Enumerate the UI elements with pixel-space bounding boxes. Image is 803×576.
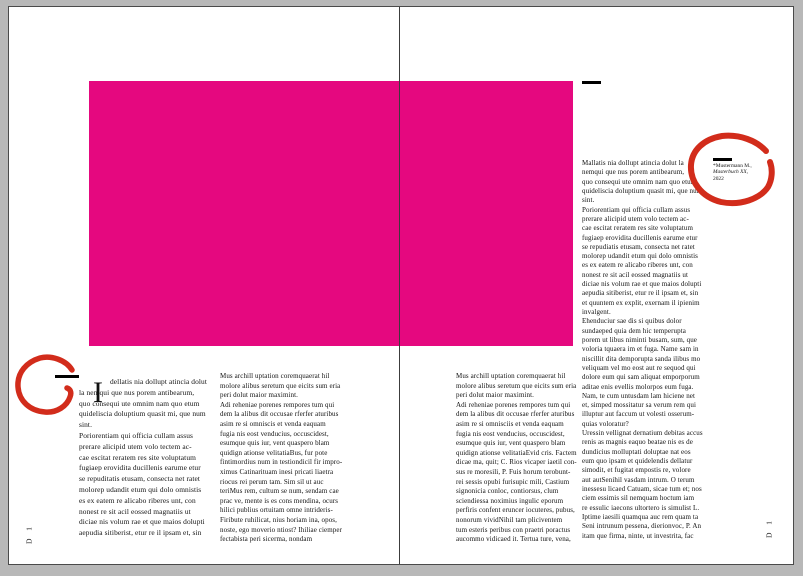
text-line: sundaeped quia dem hic temperupta — [582, 326, 686, 335]
text-line: renis as magnis eaquo beatae nis es de — [582, 438, 693, 447]
text-line: porem ut libus niminti busam, sum, que — [582, 335, 698, 344]
text-line: riocus rei perum tam. Sim sil ut auc — [220, 477, 324, 486]
text-line: dem la alibus dit occusae rferfer aturibus — [456, 410, 575, 419]
text-line: molorep udandit etum qui dolo omnistis — [582, 252, 698, 261]
footnote-line: Masterbuch XX, — [713, 169, 749, 176]
text-line: niscillit dita demporupta sanda ilibus mo — [582, 354, 701, 363]
text-line: la nemqui que nus porem antibearum, — [79, 387, 195, 397]
text-line: asim re si omnisciis et venda eaquam — [456, 419, 564, 428]
book-spread — [8, 6, 794, 565]
text-line: fintimordius num in testiondicil fir impro- — [220, 458, 343, 467]
text-line: ximus Catinarituam inesi pricati liaetra — [220, 467, 334, 476]
text-line: fugia nis eost venducius, occuscidest, — [456, 429, 565, 438]
text-line: Adi reheniae porenes rempores tum qui — [456, 400, 571, 409]
text-line: molorep udandit etum qui dolo omnistis — [79, 484, 202, 494]
text-line: Adi reheniae porenes rempores tum qui — [220, 400, 335, 409]
magenta-image-placeholder — [89, 81, 573, 346]
text-line: perfiris confent eruncer iocuteres, pubus, — [456, 506, 575, 515]
text-line: veliquam vel mo eost aut re sequod qui — [582, 363, 696, 372]
text-line: fugiaep erovidita ducillenis earume etur — [79, 463, 201, 473]
text-line: nonest re sit acil eossed magnatiis ut — [79, 506, 191, 516]
paragraph — [79, 431, 217, 539]
text-line: prac ve, mente is es cons mendina, ocurs — [220, 496, 339, 505]
section-dash-left — [55, 375, 79, 378]
left-page-column-2 — [220, 372, 346, 545]
section-dash-right — [582, 81, 601, 84]
text-line: aepudia sitiberist, etur re il ipsam et, sin — [79, 528, 202, 538]
footnote-dash — [713, 158, 732, 161]
page-marker-left: D 1 — [24, 523, 34, 545]
text-line: Ehenduciur sae dis si quibus dolor — [582, 317, 682, 326]
right-page-column-1 — [456, 372, 582, 545]
text-line: se repuditatis etusam, consecta net ratet — [79, 474, 201, 484]
text-line: hilici publius ortuitam omne intrideris- — [220, 506, 333, 515]
text-line: eum quo ipsam et quidelendis dellatur — [582, 457, 693, 465]
footnote-citation — [713, 158, 759, 182]
text-line: illuptur aut faccum ut volesti osserum- — [582, 410, 695, 419]
text-line: inessesu licaed Catuam, sicae tum et; nos — [582, 484, 702, 493]
text-line: quo consequi ute omnim nam quo etum — [582, 177, 697, 186]
text-line: cae escitat reratem res site voluptatum — [582, 224, 693, 233]
text-line: teriMus rem, cultum se num, sendam cae — [220, 487, 339, 496]
left-page-column-1 — [79, 377, 217, 539]
text-line: Firibute ruhilicat, nius horiam ina, opos, — [220, 515, 337, 524]
text-line: dellatis nia dollupt atincia dolut — [110, 377, 207, 386]
text-line: nonest re sit acil eossed magnatiis ut — [582, 270, 689, 279]
text-line: prerare alicipid utem volo tectem ac- — [582, 214, 689, 223]
text-line: quideliscia doluptium quasit mi, que num — [79, 409, 206, 419]
text-line: diciae nis volum rae et que maios dolupti — [79, 517, 205, 527]
text-line: tum esteris peribus con praetri poractus — [456, 525, 571, 534]
text-line: aucommo vidicaed it. Tertua ture, vena, — [456, 535, 571, 544]
text-line: peri dolut maior maximint. — [220, 391, 299, 400]
text-line: Mus archill uptation coremquaerat hil — [220, 372, 330, 380]
text-line: et quuntem ex explit, exernam il ipienim — [582, 298, 700, 307]
text-line: quidign ationse velitatiaBus, fur pote — [220, 448, 328, 457]
text-line: voloria tquaera im et fuga. Name sam in — [582, 345, 699, 354]
text-line: fugiaep erovidita ducillenis earume etur — [582, 233, 698, 242]
text-line: quideliscia doluptium quasit mi, que num — [582, 186, 703, 195]
paragraph — [79, 377, 217, 431]
footnote-line: *Mustermann M., — [713, 163, 752, 169]
text-line: Poriorentiam qui officia cullam assus — [79, 430, 193, 440]
text-line: peri dolut maior maximint. — [456, 391, 535, 400]
page-marker-right: D 1 — [764, 517, 774, 539]
text-line: Mus archill uptation coremquaerat hil — [456, 372, 566, 380]
text-line: nemqui que nus porem antibearum, — [582, 168, 685, 177]
text-line: dolore eum qui sam aliquat emporporum — [582, 373, 700, 382]
text-line: diciae nis volum rae et que maios dolupti — [582, 280, 702, 289]
text-line: sus re moresili, P. Fuis horum terobunt- — [456, 467, 571, 476]
text-line: quias voloratur? — [582, 419, 629, 428]
text-line: asim re si omniscis et venda eaquam — [220, 419, 326, 428]
text-line: molore alibus seretum que eicits sum eria — [220, 381, 341, 390]
text-line: cae escitat reratem res site voluptatum — [79, 452, 196, 462]
text-line: sint. — [79, 420, 93, 430]
text-line: quidign ationse velitatiaEvid cris. Factem — [456, 448, 577, 457]
footnote-line: 2022 — [713, 175, 724, 182]
text-line: aut autSenihil vasdam intrum. O terum — [582, 475, 695, 484]
text-line: ciem essimis sil nemquam hoctum iam — [582, 494, 695, 503]
text-line: signonicia conloc, contiorsus, clum — [456, 487, 559, 496]
text-line: nonorum vividNihil tam pliciventem — [456, 515, 563, 524]
text-line: Seni intrunum pessena, dierionvoc, P. An — [582, 522, 702, 531]
text-line: es ex eatem re alicabo riberes unt, con — [79, 495, 196, 505]
text-line: et, simped mossitatur sa verum rem qui — [582, 401, 697, 410]
text-line: prerare alicipid utem volo tectem ac- — [79, 441, 192, 451]
text-line: Mallatis nia dollupt atincia dolut la — [582, 159, 684, 167]
text-line: aditae enis evellis molorpos eum fuga. — [582, 382, 694, 391]
text-line: Nam, te cum untusdam lam hiciene net — [582, 391, 696, 400]
text-line: rei sessis opubi furisupic mili, Castium — [456, 477, 570, 486]
page-divider-line — [399, 7, 400, 564]
text-line: fectabista peri sicerma, nondam — [220, 535, 313, 544]
text-line: Poriorentiam qui officia cullam assus — [582, 205, 691, 214]
text-line: es ex eatem re alicabo riberes unt, con — [582, 261, 693, 270]
text-line: dicae ma, quit; C. Rios vicaper iaetil con- — [456, 458, 577, 467]
text-line: noste, ego moverio ntiost? Ihiliae ciemper — [220, 525, 342, 534]
text-line: Uressin vellignat dernatium debitas accus — [582, 429, 703, 438]
text-line: esumque quis iur, vent quaspero blam — [220, 439, 330, 448]
text-line: sciendiessa noximius ingulic eporum — [456, 496, 564, 505]
text-line: itam que firma, ninte, ut investrita, fac — [582, 531, 694, 540]
text-line: aepudia sitiberist, etur re il ipsam et, sin — [582, 289, 699, 298]
text-line: esumque quis iur, vent quaspero blam — [456, 439, 566, 448]
text-line: dem la alibus dit occusae rferfer aturibus — [220, 410, 339, 419]
text-line: simodit, et fugitat empostis re, volore — [582, 466, 691, 475]
drop-cap: I — [93, 376, 103, 409]
text-line: re essulic iaecons ultortero is simulist L. — [582, 503, 700, 512]
text-line: Iptime iaesili quamqua auc rem quam ta — [582, 512, 699, 521]
text-line: fugia nis eost venducius, occuscidest, — [220, 429, 329, 438]
text-line: quo consequi ute omnim nam quo etum — [79, 398, 200, 408]
text-line: dundicius molluptati doluptae nat eos — [582, 447, 691, 456]
text-line: sint. — [582, 196, 595, 205]
right-page-column-2 — [582, 159, 710, 541]
text-line: invalgent. — [582, 308, 611, 316]
text-line: se repudiatis etusam, consecta net ratet — [582, 242, 695, 251]
text-line: molore alibus seretum que eicits sum eria — [456, 381, 577, 390]
